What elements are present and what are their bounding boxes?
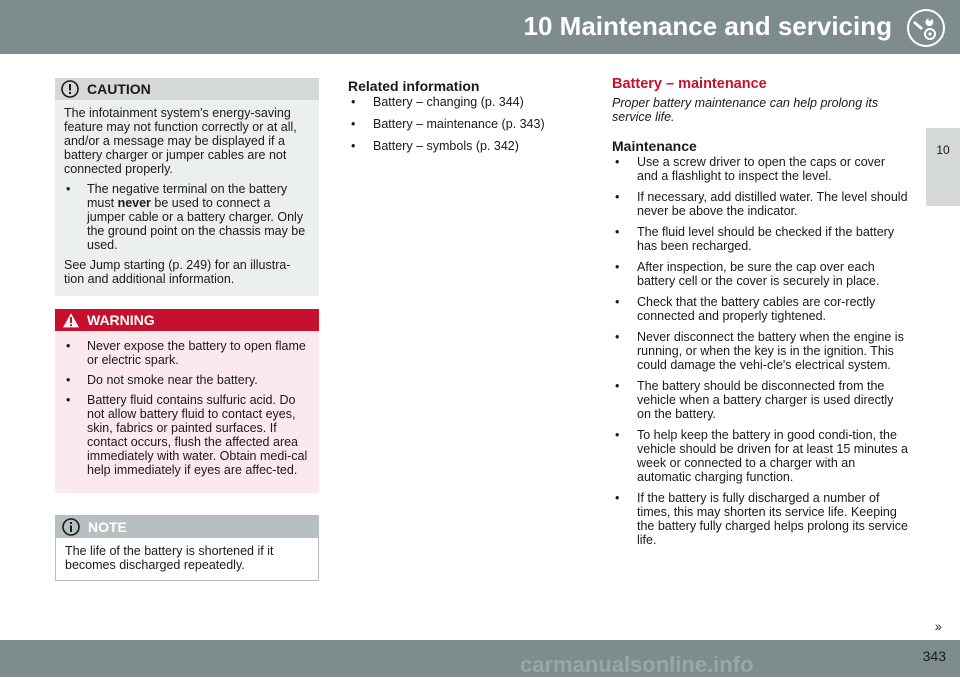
warning-label: WARNING — [87, 312, 155, 328]
section-intro: Proper battery maintenance can help prolong its service life. — [612, 96, 879, 124]
next-page-indicator[interactable]: ›› — [934, 618, 940, 634]
maintenance-item: • If the battery is fully discharged a number of times, this may shorten its service life. Keeping the battery fully charged helps prolong its service life. — [612, 491, 908, 547]
maintenance-item: • The battery should be disconnected from the vehicle when a battery charger is used directly on the battery. — [612, 379, 908, 421]
warning-header — [55, 309, 319, 331]
caution-header — [55, 78, 319, 100]
maintenance-item: • Use a screw driver to open the caps or cover and a flashlight to inspect the level. — [612, 155, 908, 183]
info-icon — [62, 518, 80, 536]
warning-item: • Never expose the battery to open flame or electric spark. — [64, 339, 309, 367]
maintenance-item: • The fluid level should be checked if the battery has been recharged. — [612, 225, 908, 253]
chapter-tab-number: 10 — [936, 143, 950, 157]
related-link[interactable]: • Battery – symbols (p. 342) — [348, 139, 598, 153]
watermark: carmanualsonline.info — [520, 652, 754, 677]
note-label: NOTE — [88, 519, 127, 535]
maintenance-item: • To help keep the battery in good condi-tion, the vehicle should be driven for at least 15 minutes a week or connected to a charger with an automatic charging function. — [612, 428, 908, 484]
caution-label: CAUTION — [87, 81, 151, 97]
maintenance-item: • Never disconnect the battery when the engine is running, or when the key is in the ignition. This could damage the vehi-cle's electrical system. — [612, 330, 908, 372]
note-text: The life of the battery is shortened if it becomes discharged repeatedly. — [65, 544, 274, 572]
section-title: Battery – maintenance — [612, 76, 767, 92]
caution-icon — [61, 80, 79, 98]
page-footer — [0, 640, 960, 677]
warning-item: • Do not smoke near the battery. — [64, 373, 309, 387]
caution-footer: See Jump starting (p. 249) for an illustra-tion and additional information. — [64, 258, 291, 286]
caution-bullet: • The negative terminal on the battery must never be used to connect a jumper cable or a battery charger. Only the ground point on the chassis may be used. — [64, 182, 309, 252]
battery-maintenance-section — [612, 77, 908, 554]
wrench-gear-icon — [906, 8, 946, 48]
related-information — [348, 79, 598, 161]
warning-box — [55, 309, 319, 493]
maintenance-heading: Maintenance — [612, 138, 697, 154]
note-box — [55, 515, 319, 581]
page-header — [0, 0, 960, 54]
warning-triangle-icon — [61, 311, 81, 329]
related-link[interactable]: • Battery – maintenance (p. 343) — [348, 117, 598, 131]
warning-item: • Battery fluid contains sulfuric acid. Do not allow battery fluid to contact eyes, skin, fabrics or painted surfaces. If contact occurs, flush the affected area immediately with water. Obtain medi-cal help immediately if eyes are affec-ted. — [64, 393, 309, 477]
caution-intro: The infotainment system's energy-saving feature may not function correctly or at all, and/or a message may be displayed if a battery charger or jumper cables are not connected properly. — [64, 106, 297, 176]
chapter-title: 10 Maintenance and servicing — [523, 11, 892, 41]
chapter-tab[interactable] — [926, 128, 960, 206]
caution-box — [55, 78, 319, 296]
related-heading: Related information — [348, 78, 480, 94]
page-number: 343 — [922, 648, 946, 664]
note-header — [56, 516, 318, 538]
maintenance-item: • If necessary, add distilled water. The level should never be above the indicator. — [612, 190, 908, 218]
maintenance-item: • Check that the battery cables are cor-rectly connected and properly tightened. — [612, 295, 908, 323]
maintenance-item: • After inspection, be sure the cap over each battery cell or the cover is securely in place. — [612, 260, 908, 288]
related-link[interactable]: • Battery – changing (p. 344) — [348, 95, 598, 109]
